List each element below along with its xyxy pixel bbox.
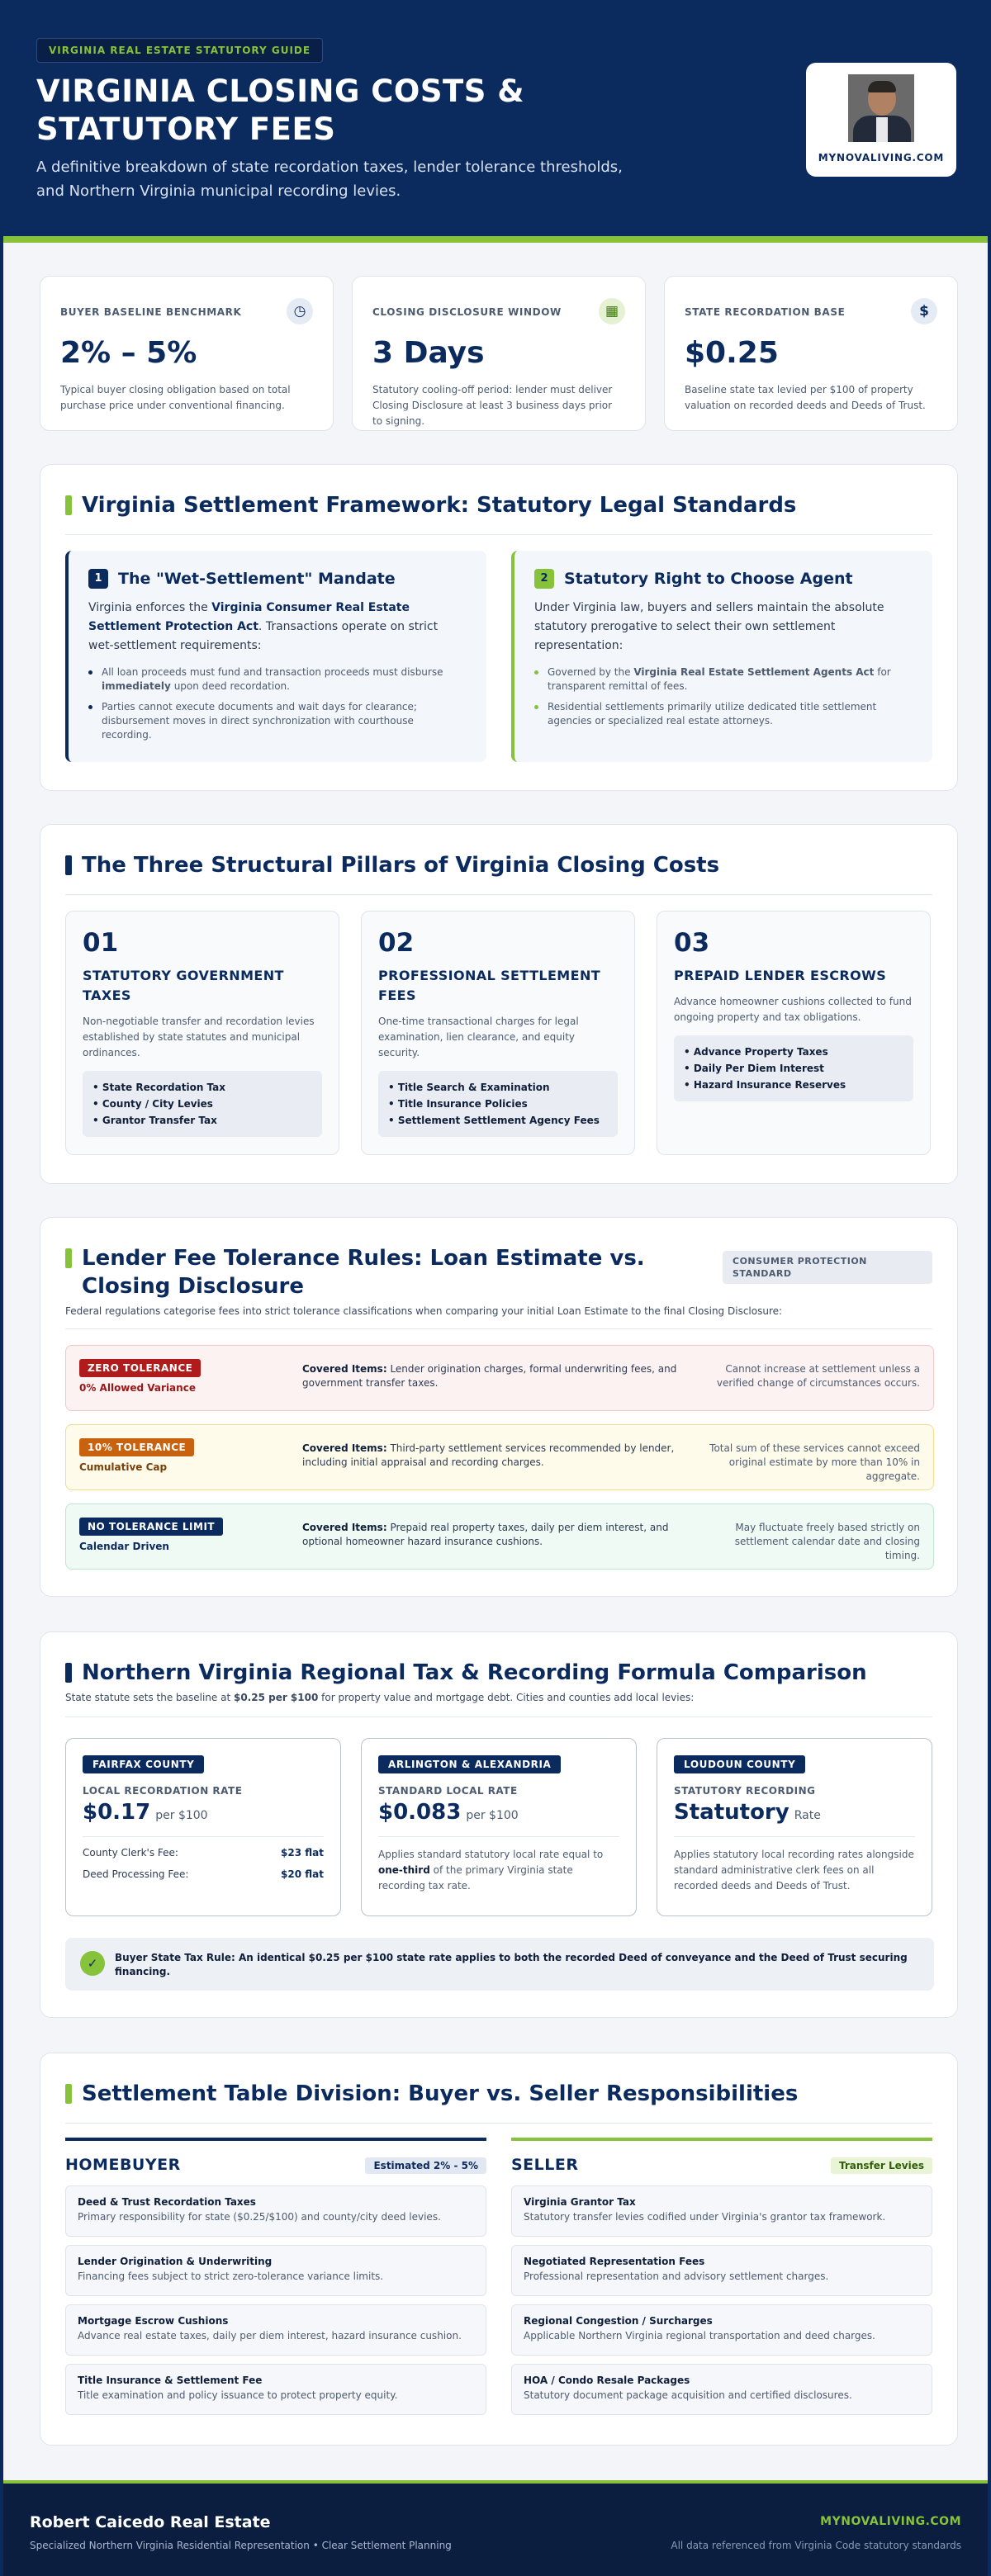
calendar-icon: ▦ (599, 298, 625, 324)
accent-divider (3, 236, 988, 243)
county-badge: ARLINGTON & ALEXANDRIA (378, 1755, 561, 1773)
stat-description: Typical buyer closing obligation based on total purchase price under conventional financing. (60, 384, 291, 411)
step-number: 2 (534, 569, 554, 589)
wet-settlement-card (65, 551, 486, 762)
fee-row: Deed Processing Fee: $20 flat (83, 1868, 324, 1880)
agent-card[interactable] (806, 63, 956, 177)
hero-badge: VIRGINIA REAL ESTATE STATUTORY GUIDE (36, 38, 323, 63)
card-text: Under Virginia law, buyers and sellers maintain the absolute statutory prerogative to select their own settlement representation: (534, 601, 884, 652)
column-badge: Estimated 2% - 5% (365, 2157, 486, 2174)
check-icon: ✓ (80, 1951, 105, 1976)
buyer-column (65, 2138, 486, 2415)
page-subtitle: A definitive breakdown of state recordation taxes, lender tolerance thresholds, and Northern Virginia municipal recording levies. (36, 159, 623, 200)
rate-label: LOCAL RECORDATION RATE (83, 1785, 243, 1797)
card-title: The "Wet-Settlement" Mandate (118, 570, 396, 588)
section-note: State statute sets the baseline at $0.25 per $100 for property value and mortgage debt. Cities and counties add local levies: (65, 1692, 695, 1703)
agent-card-label: MYNOVALIVING.COM (818, 152, 945, 163)
pillar-number: 02 (378, 928, 415, 958)
framework-section (40, 464, 958, 791)
rate-label: STANDARD LOCAL RATE (378, 1785, 518, 1797)
rule-text: Buyer State Tax Rule: An identical $0.25 per $100 state rate applies to both the recorded Deed of conveyance and the Deed of Trust securing financing. (115, 1952, 908, 1977)
stat-description: Baseline state tax levied per $100 of property valuation on recorded deeds and Deeds of Trust. (685, 384, 926, 411)
stat-value: 2% – 5% (60, 336, 197, 370)
list-item: Negotiated Representation Fees Professional representation and advisory settlement charges. (511, 2245, 932, 2296)
pillar-list: • Title Search & Examination • Title Insurance Policies • Settlement Settlement Agency Fees (378, 1071, 618, 1137)
list-item: Governed by the Virginia Real Estate Settlement Agents Act for transparent remittal of fees. (534, 665, 913, 694)
stat-description: Statutory cooling-off period: lender must deliver Closing Disclosure at least 3 business days prior to signing. (372, 384, 613, 427)
tolerance-subtitle: Cumulative Cap (79, 1461, 168, 1473)
county-badge: LOUDOUN COUNTY (674, 1755, 805, 1773)
rate-card-loudoun (657, 1738, 932, 1916)
rate-card-arlington (361, 1738, 637, 1916)
pillar-card (657, 911, 931, 1155)
rate-description: Applies standard statutory local rate equal to one-third of the primary Virginia state recording tax rate. (378, 1849, 604, 1892)
list-item: Deed & Trust Recordation Taxes Primary responsibility for state ($0.25/$100) and county/city deed levies. (65, 2185, 486, 2237)
tolerance-row-none (65, 1503, 934, 1570)
seller-column (511, 2138, 932, 2415)
tolerance-rule: Cannot increase at settlement unless a verified change of circumstances occurs. (716, 1363, 920, 1389)
step-number: 1 (88, 569, 108, 589)
footer-tagline: Specialized Northern Virginia Residential Representation • Clear Settlement Planning (30, 2540, 452, 2551)
rate-value: $0.17 per $100 (83, 1800, 208, 1825)
clock-icon: ◷ (287, 298, 313, 324)
footer (3, 2480, 988, 2576)
column-title: SELLER (511, 2156, 579, 2174)
covered-items: Covered Items: Prepaid real property taxes, daily per diem interest, and optional homeowner hazard insurance cushions. (302, 1522, 669, 1547)
tolerance-badge: NO TOLERANCE LIMIT (79, 1518, 223, 1536)
rate-description: Applies statutory local recording rates alongside standard administrative clerk fees on all recorded deeds and Deeds of Trust. (674, 1849, 914, 1892)
stat-value: 3 Days (372, 336, 485, 370)
list-item: HOA / Condo Resale Packages Statutory document package acquisition and certified disclosures. (511, 2364, 932, 2415)
pillar-description: Non-negotiable transfer and recordation levies established by state statutes and municipal ordinances. (83, 1016, 315, 1058)
section-title: Lender Fee Tolerance Rules: Loan Estimate vs. Closing Disclosure (82, 1246, 645, 1299)
rate-card-fairfax (65, 1738, 341, 1916)
tolerance-subtitle: Calendar Driven (79, 1541, 169, 1552)
covered-items: Covered Items: Third-party settlement services recommended by lender, including initial appraisal and recording charges. (302, 1442, 675, 1468)
choose-agent-card (511, 551, 932, 762)
pillar-description: Advance homeowner cushions collected to fund ongoing property and tax obligations. (674, 996, 912, 1023)
stat-value: $0.25 (685, 336, 779, 370)
list-item: Parties cannot execute documents and wait days for clearance; disbursement moves in direct synchronization with courthouse recording. (88, 700, 467, 742)
card-text: Virginia enforces the Virginia Consumer Real Estate Settlement Protection Act. Transactions operate on strict wet-settlement requirements: (88, 601, 439, 652)
list-item: Virginia Grantor Tax Statutory transfer levies codified under Virginia's grantor tax framework. (511, 2185, 932, 2237)
list-item: Lender Origination & Underwriting Financing fees subject to strict zero-tolerance variance limits. (65, 2245, 486, 2296)
fee-row: County Clerk's Fee: $23 flat (83, 1847, 324, 1859)
list-item: All loan proceeds must fund and transaction proceeds must disburse immediately upon deed recordation. (88, 665, 467, 694)
section-title: Northern Virginia Regional Tax & Recording Formula Comparison (82, 1660, 867, 1685)
tolerance-badge: 10% TOLERANCE (79, 1438, 194, 1456)
list-item: Mortgage Escrow Cushions Advance real estate taxes, daily per diem interest, hazard insurance cushion. (65, 2304, 486, 2356)
footer-brand: Robert Caicedo Real Estate (30, 2513, 271, 2531)
stat-card-recordation-base (664, 276, 958, 431)
section-title: Settlement Table Division: Buyer vs. Seller Responsibilities (82, 2081, 799, 2106)
agent-avatar (848, 74, 914, 142)
pillars-section (40, 824, 958, 1184)
list-item: Regional Congestion / Surcharges Applicable Northern Virginia regional transportation and deed charges. (511, 2304, 932, 2356)
tolerance-row-ten (65, 1424, 934, 1490)
pillar-list: • State Recordation Tax • County / City Levies • Grantor Transfer Tax (83, 1071, 322, 1137)
tolerance-rule: Total sum of these services cannot exceed original estimate by more than 10% in aggregate. (709, 1442, 920, 1482)
tolerance-subtitle: 0% Allowed Variance (79, 1382, 196, 1394)
pillar-card (65, 911, 339, 1155)
pillar-title: PREPAID LENDER ESCROWS (674, 968, 887, 983)
pillar-title: STATUTORY GOVERNMENT TAXES (83, 968, 284, 1003)
stat-card-buyer-baseline (40, 276, 334, 431)
tolerance-badge: ZERO TOLERANCE (79, 1359, 201, 1377)
pillar-list: • Advance Property Taxes • Daily Per Diem Interest • Hazard Insurance Reserves (674, 1035, 913, 1101)
tolerance-section (40, 1217, 958, 1597)
buyer-tax-rule (65, 1938, 934, 1991)
stat-label: CLOSING DISCLOSURE WINDOW (372, 306, 562, 318)
footer-site-link[interactable]: MYNOVALIVING.COM (820, 2515, 961, 2528)
section-title: Virginia Settlement Framework: Statutory Legal Standards (82, 493, 797, 518)
regional-section (40, 1631, 958, 2018)
status-badge: CONSUMER PROTECTION STANDARD (723, 1251, 932, 1284)
county-badge: FAIRFAX COUNTY (83, 1755, 204, 1773)
pillar-number: 03 (674, 928, 710, 958)
rate-label: STATUTORY RECORDING (674, 1785, 816, 1797)
division-section (40, 2053, 958, 2446)
pillar-description: One-time transactional charges for legal examination, lien clearance, and equity security. (378, 1016, 579, 1058)
hero-header (3, 3, 988, 236)
stat-label: BUYER BASELINE BENCHMARK (60, 306, 242, 318)
covered-items: Covered Items: Lender origination charges, formal underwriting fees, and government transfer taxes. (302, 1363, 677, 1389)
pillar-number: 01 (83, 928, 119, 958)
card-title: Statutory Right to Choose Agent (564, 570, 853, 588)
page-title: VIRGINIA CLOSING COSTS & STATUTORY FEES (36, 73, 525, 147)
list-item: Residential settlements primarily utilize dedicated title settlement agencies or specialized real estate attorneys. (534, 700, 913, 728)
dollar-icon: $ (911, 298, 937, 324)
section-title: The Three Structural Pillars of Virginia Closing Costs (82, 853, 720, 878)
footer-note: All data referenced from Virginia Code statutory standards (671, 2540, 961, 2551)
pillar-title: PROFESSIONAL SETTLEMENT FEES (378, 968, 601, 1003)
stat-card-disclosure-window (352, 276, 646, 431)
section-note: Federal regulations categorise fees into strict tolerance classifications when comparing your initial Loan Estimate to the final Closing Disclosure: (65, 1305, 783, 1317)
list-item: Title Insurance & Settlement Fee Title examination and policy issuance to protect property equity. (65, 2364, 486, 2415)
rate-value: Statutory Rate (674, 1800, 821, 1825)
stat-label: STATE RECORDATION BASE (685, 306, 846, 318)
rate-value: $0.083 per $100 (378, 1800, 519, 1825)
column-badge: Transfer Levies (831, 2157, 932, 2174)
pillar-card (361, 911, 635, 1155)
tolerance-row-zero (65, 1345, 934, 1411)
column-title: HOMEBUYER (65, 2156, 181, 2174)
tolerance-rule: May fluctuate freely based strictly on settlement calendar date and closing timing. (734, 1522, 920, 1561)
